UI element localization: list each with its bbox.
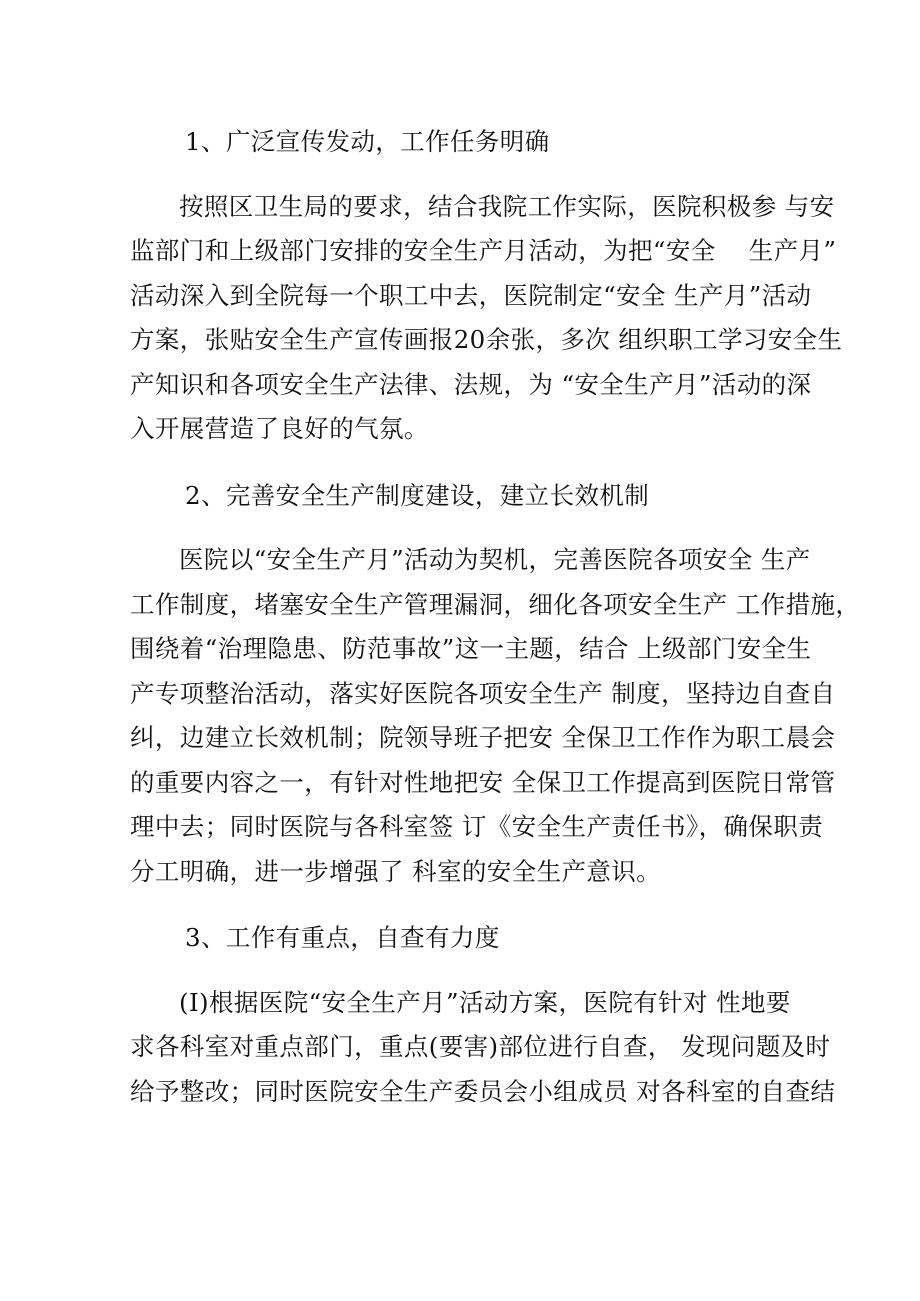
paragraph-line: 入开展营造了良好的气氛。 <box>130 414 429 443</box>
paragraph-line: 监部门和上级部门安排的安全生产月活动，为把“安全 生产月” <box>130 236 837 265</box>
section-heading-2: 2、完善安全生产制度建设，建立长效机制 <box>185 480 650 510</box>
spacer <box>130 894 795 916</box>
spacer <box>130 518 795 538</box>
paragraph-line: 给予整改；同时医院安全生产委员会小组成员 对各科室的自查结 <box>130 1076 836 1106</box>
section-paragraph-2 <box>130 538 861 894</box>
paragraph-line: 理中去；同时医院与各科室签 订《安全生产责任书》，确保职责 <box>130 812 824 841</box>
paragraph-line: 方案，张贴安全生产宣传画报20余张，多次 组织职工学习安全生 <box>130 325 843 354</box>
paragraph-line: 工作制度，堵塞安全生产管理漏洞，细化各项安全生产 工作措施， <box>130 589 861 619</box>
paragraph-line: 围绕着“治理隐患、防范事故”这一主题，结合 上级部门安全生 <box>130 634 812 663</box>
section-heading-3: 3、工作有重点，自查有力度 <box>185 923 500 952</box>
paragraph-line: 纠，边建立长效机制；院领导班子把安 全保卫工作作为职工晨会 <box>130 723 836 752</box>
paragraph-line: 活动深入到全院每一个职工中去，医院制定“安全 生产月”活动 <box>130 280 812 310</box>
paragraph-line: 医院以“安全生产月”活动为契机，完善医院各项安全 生产 <box>179 545 811 574</box>
paragraph-line: 产知识和各项安全生产法律、法规，为 “安全生产月”活动的深 <box>130 369 812 399</box>
paragraph-line: (I)根据医院“安全生产月”活动方案，医院有针对 性地要 <box>179 987 791 1017</box>
spacer <box>130 452 795 474</box>
section-paragraph-1 <box>130 185 843 452</box>
spacer <box>130 165 795 185</box>
paragraph-line: 的重要内容之一，有针对性地把安 全保卫工作提高到医院日常管 <box>130 767 836 797</box>
document-body <box>130 120 861 1114</box>
spacer <box>130 961 795 981</box>
section-heading-1: 1、广泛宣传发动，工作任务明确 <box>185 127 550 156</box>
paragraph-line: 按照区卫生局的要求，结合我院工作实际，医院积极参 与安 <box>179 191 835 221</box>
section-paragraph-3 <box>130 981 836 1115</box>
paragraph-line: 求各科室对重点部门，重点(要害)部位进行自查， 发现问题及时 <box>130 1032 831 1061</box>
paragraph-line: 分工明确，进一步增强了 科室的安全生产意识。 <box>130 856 662 886</box>
paragraph-line: 产专项整治活动，落实好医院各项安全生产 制度，坚持边自查自 <box>130 678 836 708</box>
